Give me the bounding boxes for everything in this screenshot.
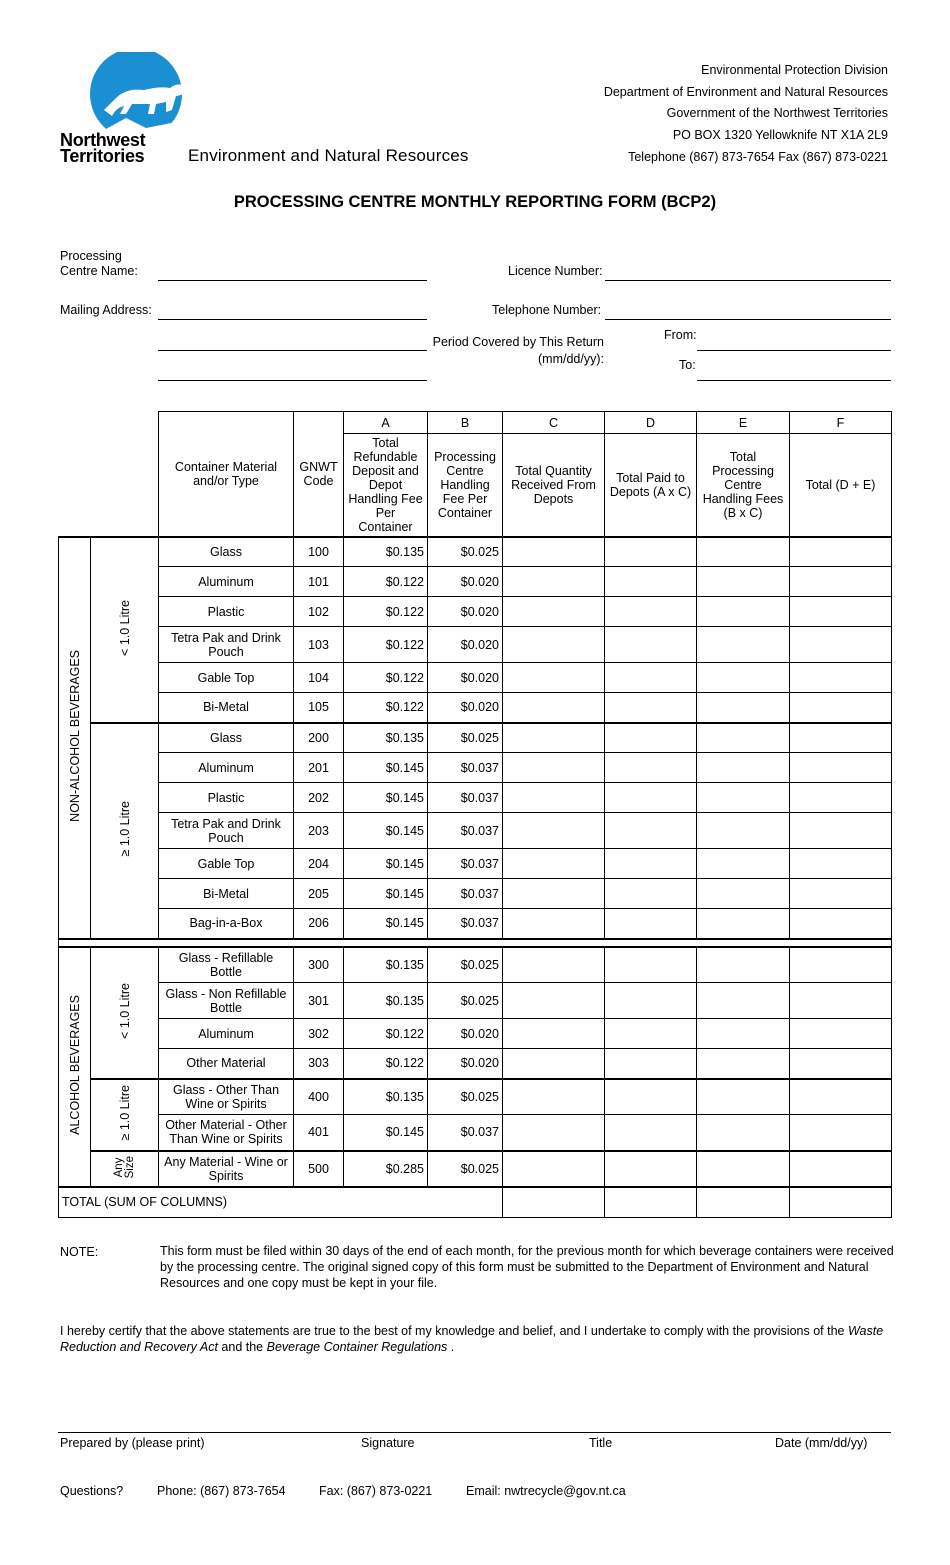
to-label: To:	[679, 358, 696, 372]
handling-fee-cell: $0.025	[428, 1079, 503, 1115]
non-alcohol-ge1-label-text: ≥ 1.0 Litre	[117, 801, 132, 857]
quantity-input[interactable]	[503, 693, 605, 723]
handling-fees-input[interactable]	[697, 1079, 790, 1115]
logo-org-line2: Territories	[60, 146, 145, 166]
material-cell: Aluminum	[159, 1019, 294, 1049]
col-e-header: Total Processing Centre Handling Fees (B x C)	[697, 434, 790, 537]
code-cell: 301	[294, 983, 344, 1019]
cert-text-2: and the	[217, 1340, 267, 1354]
paid-depots-input[interactable]	[605, 849, 697, 879]
total-input[interactable]	[790, 1049, 892, 1079]
address-line: Department of Environment and Natural Resources	[603, 84, 888, 99]
paid-depots-input[interactable]	[605, 753, 697, 783]
alcohol-lt1-label	[91, 947, 159, 1079]
cert-text-3: .	[447, 1340, 455, 1354]
handling-fee-cell: $0.020	[428, 1049, 503, 1079]
total-input[interactable]	[790, 1019, 892, 1049]
telephone-number-label: Telephone Number:	[492, 303, 602, 317]
paid-depots-input[interactable]	[605, 813, 697, 849]
material-cell: Glass - Non Refillable Bottle	[159, 983, 294, 1019]
logo-org-line1: Northwest	[60, 130, 146, 150]
code-cell: 300	[294, 947, 344, 983]
material-cell: Glass	[159, 723, 294, 753]
handling-fees-input[interactable]	[697, 627, 790, 663]
code-cell: 203	[294, 813, 344, 849]
handling-fees-input[interactable]	[697, 783, 790, 813]
material-cell: Glass	[159, 537, 294, 567]
handling-fee-cell: $0.025	[428, 537, 503, 567]
code-cell: 200	[294, 723, 344, 753]
any-size-text	[114, 1156, 136, 1178]
material-cell: Gable Top	[159, 663, 294, 693]
address-line: PO BOX 1320 Yellowknife NT X1A 2L9	[672, 128, 888, 143]
total-input[interactable]	[790, 627, 892, 663]
quantity-input[interactable]	[503, 813, 605, 849]
certification-statement	[60, 1323, 895, 1355]
reporting-table	[58, 411, 892, 1218]
total-row	[59, 1187, 892, 1218]
handling-fees-input[interactable]	[697, 723, 790, 753]
material-cell: Bi-Metal	[159, 693, 294, 723]
handling-fee-cell: $0.020	[428, 1019, 503, 1049]
material-cell: Plastic	[159, 597, 294, 627]
quantity-input[interactable]	[503, 537, 605, 567]
handling-fee-cell: $0.025	[428, 723, 503, 753]
quantity-input[interactable]	[503, 879, 605, 909]
grand-total-input[interactable]	[790, 1187, 892, 1218]
table-row	[59, 849, 892, 879]
table-row	[59, 1049, 892, 1079]
paid-depots-input[interactable]	[605, 909, 697, 939]
handling-fees-input[interactable]	[697, 597, 790, 627]
non-alcohol-lt1-label-text: < 1.0 Litre	[117, 600, 132, 656]
deposit-cell: $0.122	[344, 597, 428, 627]
material-cell: Aluminum	[159, 753, 294, 783]
cert-act: Waste Reduction and Recovery Act	[60, 1324, 884, 1354]
address-line: Telephone (867) 873-7654 Fax (867) 873-0221	[628, 149, 888, 164]
table-row	[59, 723, 892, 753]
table-row	[59, 1151, 892, 1187]
table-row	[59, 813, 892, 849]
total-input[interactable]	[790, 597, 892, 627]
deposit-cell: $0.145	[344, 849, 428, 879]
paid-depots-input[interactable]	[605, 567, 697, 597]
table-row	[59, 1115, 892, 1151]
quantity-input[interactable]	[503, 947, 605, 983]
label-line: Processing	[60, 249, 122, 263]
material-cell: Gable Top	[159, 849, 294, 879]
handling-fee-cell: $0.025	[428, 983, 503, 1019]
quantity-input[interactable]	[503, 983, 605, 1019]
total-input[interactable]	[790, 783, 892, 813]
table-row	[59, 947, 892, 983]
deposit-cell: $0.285	[344, 1151, 428, 1187]
code-cell: 104	[294, 663, 344, 693]
deposit-cell: $0.145	[344, 909, 428, 939]
handling-fees-input[interactable]	[697, 1019, 790, 1049]
material-cell: Bi-Metal	[159, 879, 294, 909]
handling-fees-input[interactable]	[697, 567, 790, 597]
col-letter-e: E	[697, 412, 790, 434]
material-cell: Glass - Other Than Wine or Spirits	[159, 1079, 294, 1115]
code-cell: 204	[294, 849, 344, 879]
logo-department: Environment and Natural Resources	[188, 146, 469, 165]
from-label: From:	[664, 328, 697, 342]
table-row	[59, 663, 892, 693]
quantity-input[interactable]	[503, 1079, 605, 1115]
paid-depots-input[interactable]	[605, 693, 697, 723]
total-input[interactable]	[790, 849, 892, 879]
paid-depots-input[interactable]	[605, 879, 697, 909]
mailing-address-field-2[interactable]	[158, 350, 427, 351]
handling-fee-cell: $0.037	[428, 753, 503, 783]
code-cell: 102	[294, 597, 344, 627]
material-cell: Glass - Refillable Bottle	[159, 947, 294, 983]
handling-fee-cell: $0.037	[428, 849, 503, 879]
table-row	[59, 627, 892, 663]
alcohol-group-label	[59, 947, 91, 1187]
alcohol-ge1-label-text: ≥ 1.0 Litre	[117, 1085, 132, 1141]
code-cell: 401	[294, 1115, 344, 1151]
paid-depots-input[interactable]	[605, 947, 697, 983]
total-input[interactable]	[790, 663, 892, 693]
deposit-cell: $0.135	[344, 947, 428, 983]
handling-fees-input[interactable]	[697, 1049, 790, 1079]
col-letter-b: B	[428, 412, 503, 434]
label-line: (mm/dd/yy):	[538, 352, 604, 366]
code-cell: 201	[294, 753, 344, 783]
paid-depots-input[interactable]	[605, 597, 697, 627]
phone-contact: Phone: (867) 873-7654	[157, 1484, 286, 1498]
quantity-input[interactable]	[503, 1019, 605, 1049]
handling-fees-input[interactable]	[697, 693, 790, 723]
title-label: Title	[589, 1436, 613, 1450]
handling-fee-cell: $0.037	[428, 879, 503, 909]
table-row	[59, 783, 892, 813]
total-input[interactable]	[790, 753, 892, 783]
handling-fee-cell: $0.037	[428, 783, 503, 813]
material-cell: Other Material	[159, 1049, 294, 1079]
table-row	[59, 567, 892, 597]
total-input[interactable]	[790, 693, 892, 723]
from-date-field[interactable]	[697, 350, 891, 351]
date-label: Date (mm/dd/yy)	[775, 1436, 868, 1450]
alcohol-ge1-label	[91, 1079, 159, 1151]
address-block	[604, 60, 888, 169]
any-text: Any	[112, 1157, 125, 1177]
col-c-header: Total Quantity Received From Depots	[503, 434, 605, 537]
col-letter-a: A	[344, 412, 428, 434]
non-alcohol-group-label	[59, 537, 91, 939]
quantity-input[interactable]	[503, 783, 605, 813]
deposit-cell: $0.122	[344, 663, 428, 693]
total-input[interactable]	[790, 879, 892, 909]
processing-centre-name-label	[60, 249, 138, 279]
deposit-cell: $0.122	[344, 1049, 428, 1079]
total-quantity-input[interactable]	[503, 1187, 605, 1218]
period-covered-label	[432, 334, 604, 368]
to-date-field[interactable]	[697, 380, 891, 381]
code-cell: 400	[294, 1079, 344, 1115]
col-a-header: Total Refundable Deposit and Depot Handling Fee Per Container	[344, 434, 428, 537]
questions-label: Questions?	[60, 1484, 124, 1498]
material-cell: Any Material - Wine or Spirits	[159, 1151, 294, 1187]
col-letter-c: C	[503, 412, 605, 434]
address-line: Environmental Protection Division	[701, 63, 888, 77]
total-input[interactable]	[790, 813, 892, 849]
material-cell: Other Material - Other Than Wine or Spirits	[159, 1115, 294, 1151]
total-label: TOTAL (SUM OF COLUMNS)	[59, 1187, 503, 1218]
table-row	[59, 909, 892, 939]
paid-depots-input[interactable]	[605, 1049, 697, 1079]
licence-number-label: Licence Number:	[508, 264, 603, 278]
handling-fee-cell: $0.025	[428, 1151, 503, 1187]
signature-line[interactable]	[58, 1432, 891, 1433]
code-cell: 302	[294, 1019, 344, 1049]
deposit-cell: $0.145	[344, 1115, 428, 1151]
total-input[interactable]	[790, 1151, 892, 1187]
handling-fees-input[interactable]	[697, 1115, 790, 1151]
polar-bear-logo-icon	[86, 52, 226, 142]
handling-fee-cell: $0.037	[428, 909, 503, 939]
material-cell: Tetra Pak and Drink Pouch	[159, 627, 294, 663]
total-input[interactable]	[790, 567, 892, 597]
total-paid-depots-input[interactable]	[605, 1187, 697, 1218]
quantity-input[interactable]	[503, 1115, 605, 1151]
telephone-number-field[interactable]	[605, 319, 891, 320]
code-cell: 202	[294, 783, 344, 813]
handling-fee-cell: $0.025	[428, 947, 503, 983]
mailing-address-field-1[interactable]	[158, 319, 427, 320]
alcohol-lt1-label-text: < 1.0 Litre	[117, 983, 132, 1039]
deposit-cell: $0.145	[344, 753, 428, 783]
paid-depots-input[interactable]	[605, 663, 697, 693]
non-alcohol-lt1-label	[91, 537, 159, 723]
non-alcohol-ge1-label	[91, 723, 159, 939]
logo-org-name	[60, 132, 145, 164]
table-row	[59, 537, 892, 567]
any-size-label	[91, 1151, 159, 1187]
alcohol-group-label-text: ALCOHOL BEVERAGES	[67, 995, 82, 1135]
quantity-input[interactable]	[503, 723, 605, 753]
label-line: Period Covered by This Return	[432, 335, 604, 349]
deposit-cell: $0.145	[344, 783, 428, 813]
table-row	[59, 1019, 892, 1049]
label-line: Centre Name:	[60, 264, 138, 278]
handling-fees-input[interactable]	[697, 947, 790, 983]
code-cell: 500	[294, 1151, 344, 1187]
handling-fees-input[interactable]	[697, 909, 790, 939]
quantity-input[interactable]	[503, 909, 605, 939]
col-letter-f: F	[790, 412, 892, 434]
handling-fee-cell: $0.020	[428, 663, 503, 693]
handling-fee-cell: $0.020	[428, 567, 503, 597]
handling-fees-input[interactable]	[697, 849, 790, 879]
col-b-header: Processing Centre Handling Fee Per Container	[428, 434, 503, 537]
total-input[interactable]	[790, 537, 892, 567]
deposit-cell: $0.145	[344, 813, 428, 849]
code-cell: 103	[294, 627, 344, 663]
table-row	[59, 693, 892, 723]
code-cell: 105	[294, 693, 344, 723]
deposit-cell: $0.135	[344, 1079, 428, 1115]
material-cell: Tetra Pak and Drink Pouch	[159, 813, 294, 849]
paid-depots-input[interactable]	[605, 1115, 697, 1151]
non-alcohol-group-label-text: NON-ALCOHOL BEVERAGES	[67, 650, 82, 822]
handling-fees-input[interactable]	[697, 753, 790, 783]
col-d-header: Total Paid to Depots (A x C)	[605, 434, 697, 537]
material-cell: Plastic	[159, 783, 294, 813]
deposit-cell: $0.122	[344, 1019, 428, 1049]
code-header: GNWT Code	[294, 412, 344, 537]
mailing-address-label: Mailing Address:	[60, 303, 152, 317]
code-cell: 206	[294, 909, 344, 939]
paid-depots-input[interactable]	[605, 783, 697, 813]
quantity-input[interactable]	[503, 627, 605, 663]
table-row	[59, 879, 892, 909]
handling-fee-cell: $0.037	[428, 813, 503, 849]
deposit-cell: $0.122	[344, 693, 428, 723]
handling-fees-input[interactable]	[697, 813, 790, 849]
cert-regs: Beverage Container Regulations	[266, 1340, 448, 1354]
total-input[interactable]	[790, 947, 892, 983]
quantity-input[interactable]	[503, 567, 605, 597]
deposit-cell: $0.135	[344, 537, 428, 567]
deposit-cell: $0.145	[344, 879, 428, 909]
handling-fees-input[interactable]	[697, 983, 790, 1019]
paid-depots-input[interactable]	[605, 1151, 697, 1187]
material-header: Container Material and/or Type	[159, 412, 294, 537]
col-f-header: Total (D + E)	[790, 434, 892, 537]
handling-fees-input[interactable]	[697, 537, 790, 567]
handling-fee-cell: $0.020	[428, 693, 503, 723]
code-cell: 100	[294, 537, 344, 567]
prepared-by-label: Prepared by (please print)	[60, 1436, 205, 1450]
table-row	[59, 983, 892, 1019]
deposit-cell: $0.122	[344, 627, 428, 663]
total-input[interactable]	[790, 983, 892, 1019]
paid-depots-input[interactable]	[605, 627, 697, 663]
paid-depots-input[interactable]	[605, 1079, 697, 1115]
section-divider	[59, 939, 892, 947]
deposit-cell: $0.135	[344, 983, 428, 1019]
cert-text-1: I hereby certify that the above statements are true to the best of my knowledge and belief, and I undertake to comply with the provisions of the	[60, 1324, 848, 1338]
handling-fees-input[interactable]	[697, 1151, 790, 1187]
handling-fee-cell: $0.020	[428, 627, 503, 663]
quantity-input[interactable]	[503, 663, 605, 693]
total-handling-fees-input[interactable]	[697, 1187, 790, 1218]
quantity-input[interactable]	[503, 597, 605, 627]
code-cell: 101	[294, 567, 344, 597]
quantity-input[interactable]	[503, 753, 605, 783]
material-cell: Aluminum	[159, 567, 294, 597]
quantity-input[interactable]	[503, 1049, 605, 1079]
paid-depots-input[interactable]	[605, 983, 697, 1019]
size-text: Size	[123, 1155, 136, 1179]
paid-depots-input[interactable]	[605, 537, 697, 567]
code-cell: 205	[294, 879, 344, 909]
table-row	[59, 597, 892, 627]
mailing-address-field-3[interactable]	[158, 380, 427, 381]
col-letter-d: D	[605, 412, 697, 434]
material-cell: Bag-in-a-Box	[159, 909, 294, 939]
total-input[interactable]	[790, 1115, 892, 1151]
table-row	[59, 753, 892, 783]
form-title: PROCESSING CENTRE MONTHLY REPORTING FORM (BCP2)	[233, 193, 717, 211]
quantity-input[interactable]	[503, 1151, 605, 1187]
address-line: Government of the Northwest Territories	[666, 106, 888, 121]
deposit-cell: $0.122	[344, 567, 428, 597]
section-divider-cell	[59, 939, 892, 947]
table-row	[59, 1079, 892, 1115]
processing-centre-name-field[interactable]	[158, 280, 427, 281]
deposit-cell: $0.135	[344, 723, 428, 753]
handling-fees-input[interactable]	[697, 663, 790, 693]
signature-label: Signature	[361, 1436, 415, 1450]
quantity-input[interactable]	[503, 849, 605, 879]
note-label: NOTE:	[60, 1245, 99, 1259]
licence-number-field[interactable]	[605, 280, 891, 281]
paid-depots-input[interactable]	[605, 723, 697, 753]
note-text: This form must be filed within 30 days of the end of each month, for the previous month for which beverage containers were received by the processing centre. The original signed copy of this form must be submitted to the Department of Environment and Natural Resources and one copy must be kept in your file.	[160, 1244, 894, 1290]
handling-fee-cell: $0.020	[428, 597, 503, 627]
total-input[interactable]	[790, 1079, 892, 1115]
handling-fees-input[interactable]	[697, 879, 790, 909]
code-cell: 303	[294, 1049, 344, 1079]
total-input[interactable]	[790, 723, 892, 753]
paid-depots-input[interactable]	[605, 1019, 697, 1049]
fax-contact: Fax: (867) 873-0221	[319, 1484, 433, 1498]
email-contact[interactable]: Email: nwtrecycle@gov.nt.ca	[466, 1484, 626, 1498]
column-letter-row	[59, 412, 892, 434]
handling-fee-cell: $0.037	[428, 1115, 503, 1151]
total-input[interactable]	[790, 909, 892, 939]
